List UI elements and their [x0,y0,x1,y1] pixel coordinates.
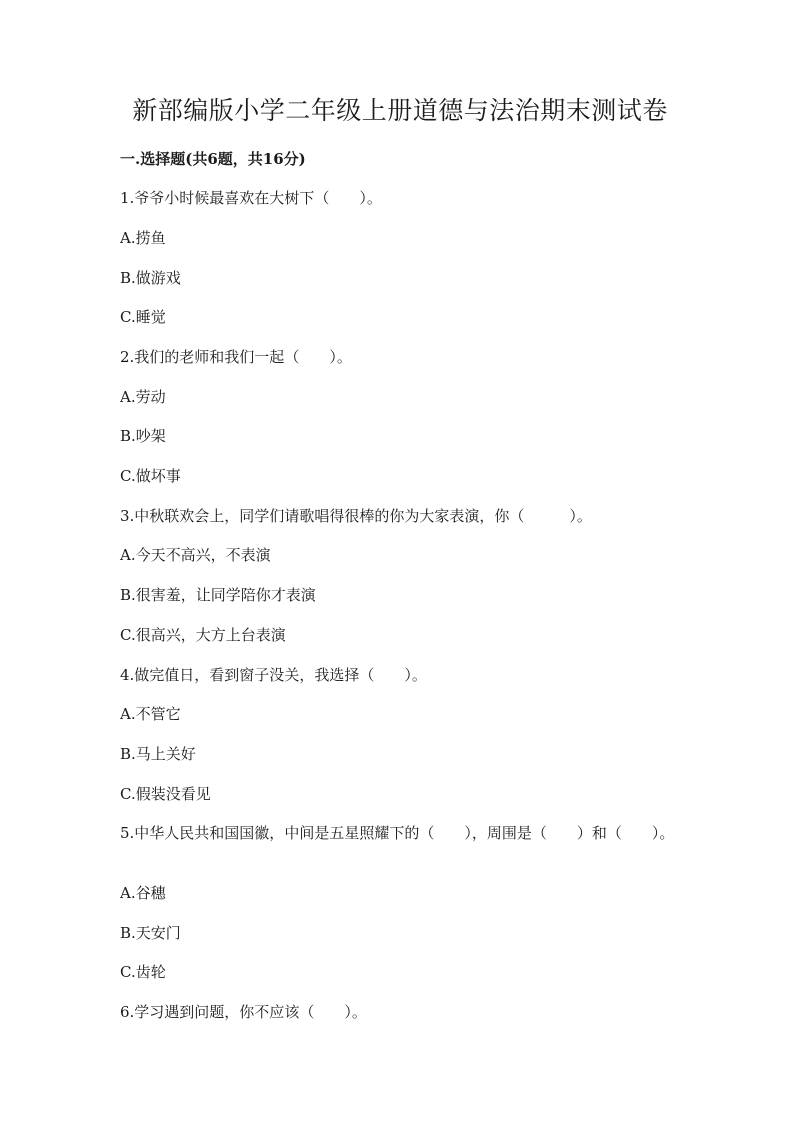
question-4-option-c[interactable]: C.假装没看见 [120,785,211,803]
question-3-option-a[interactable]: A.今天不高兴，不表演 [120,546,271,564]
question-4-option-a[interactable]: A.不管它 [120,705,181,723]
question-3-option-c[interactable]: C.很高兴，大方上台表演 [120,626,286,644]
question-1-option-c[interactable]: C.睡觉 [120,308,166,326]
question-2-stem: 2.我们的老师和我们一起（ ）。 [120,348,352,366]
question-2-option-c[interactable]: C.做坏事 [120,467,181,485]
question-4-stem: 4.做完值日，看到窗子没关，我选择（ ）。 [120,666,427,684]
question-2-option-b[interactable]: B.吵架 [120,427,166,445]
question-1-option-b[interactable]: B.做游戏 [120,269,181,287]
question-5-stem: 5.中华人民共和国国徽，中间是五星照耀下的（ ），周围是（ ）和（ ）。 [120,824,675,842]
question-1-option-a[interactable]: A.捞鱼 [120,229,166,247]
question-6-stem: 6.学习遇到问题，你不应该（ ）。 [120,1003,367,1021]
question-4-option-b[interactable]: B.马上关好 [120,745,196,763]
question-5-option-a[interactable]: A.谷穗 [120,884,166,902]
question-5-option-c[interactable]: C.齿轮 [120,963,166,981]
question-3-option-b[interactable]: B.很害羞，让同学陪你才表演 [120,586,316,604]
question-3-stem: 3.中秋联欢会上，同学们请歌唱得很棒的你为大家表演，你（ ）。 [120,507,592,525]
question-1-stem: 1.爷爷小时候最喜欢在大树下（ ）。 [120,189,382,207]
question-5-option-b[interactable]: B.天安门 [120,924,181,942]
question-2-option-a[interactable]: A.劳动 [120,388,166,406]
section-heading: 一.选择题(共6题，共16分) [120,150,306,168]
page-title: 新部编版小学二年级上册道德与法治期末测试卷 [132,96,668,125]
